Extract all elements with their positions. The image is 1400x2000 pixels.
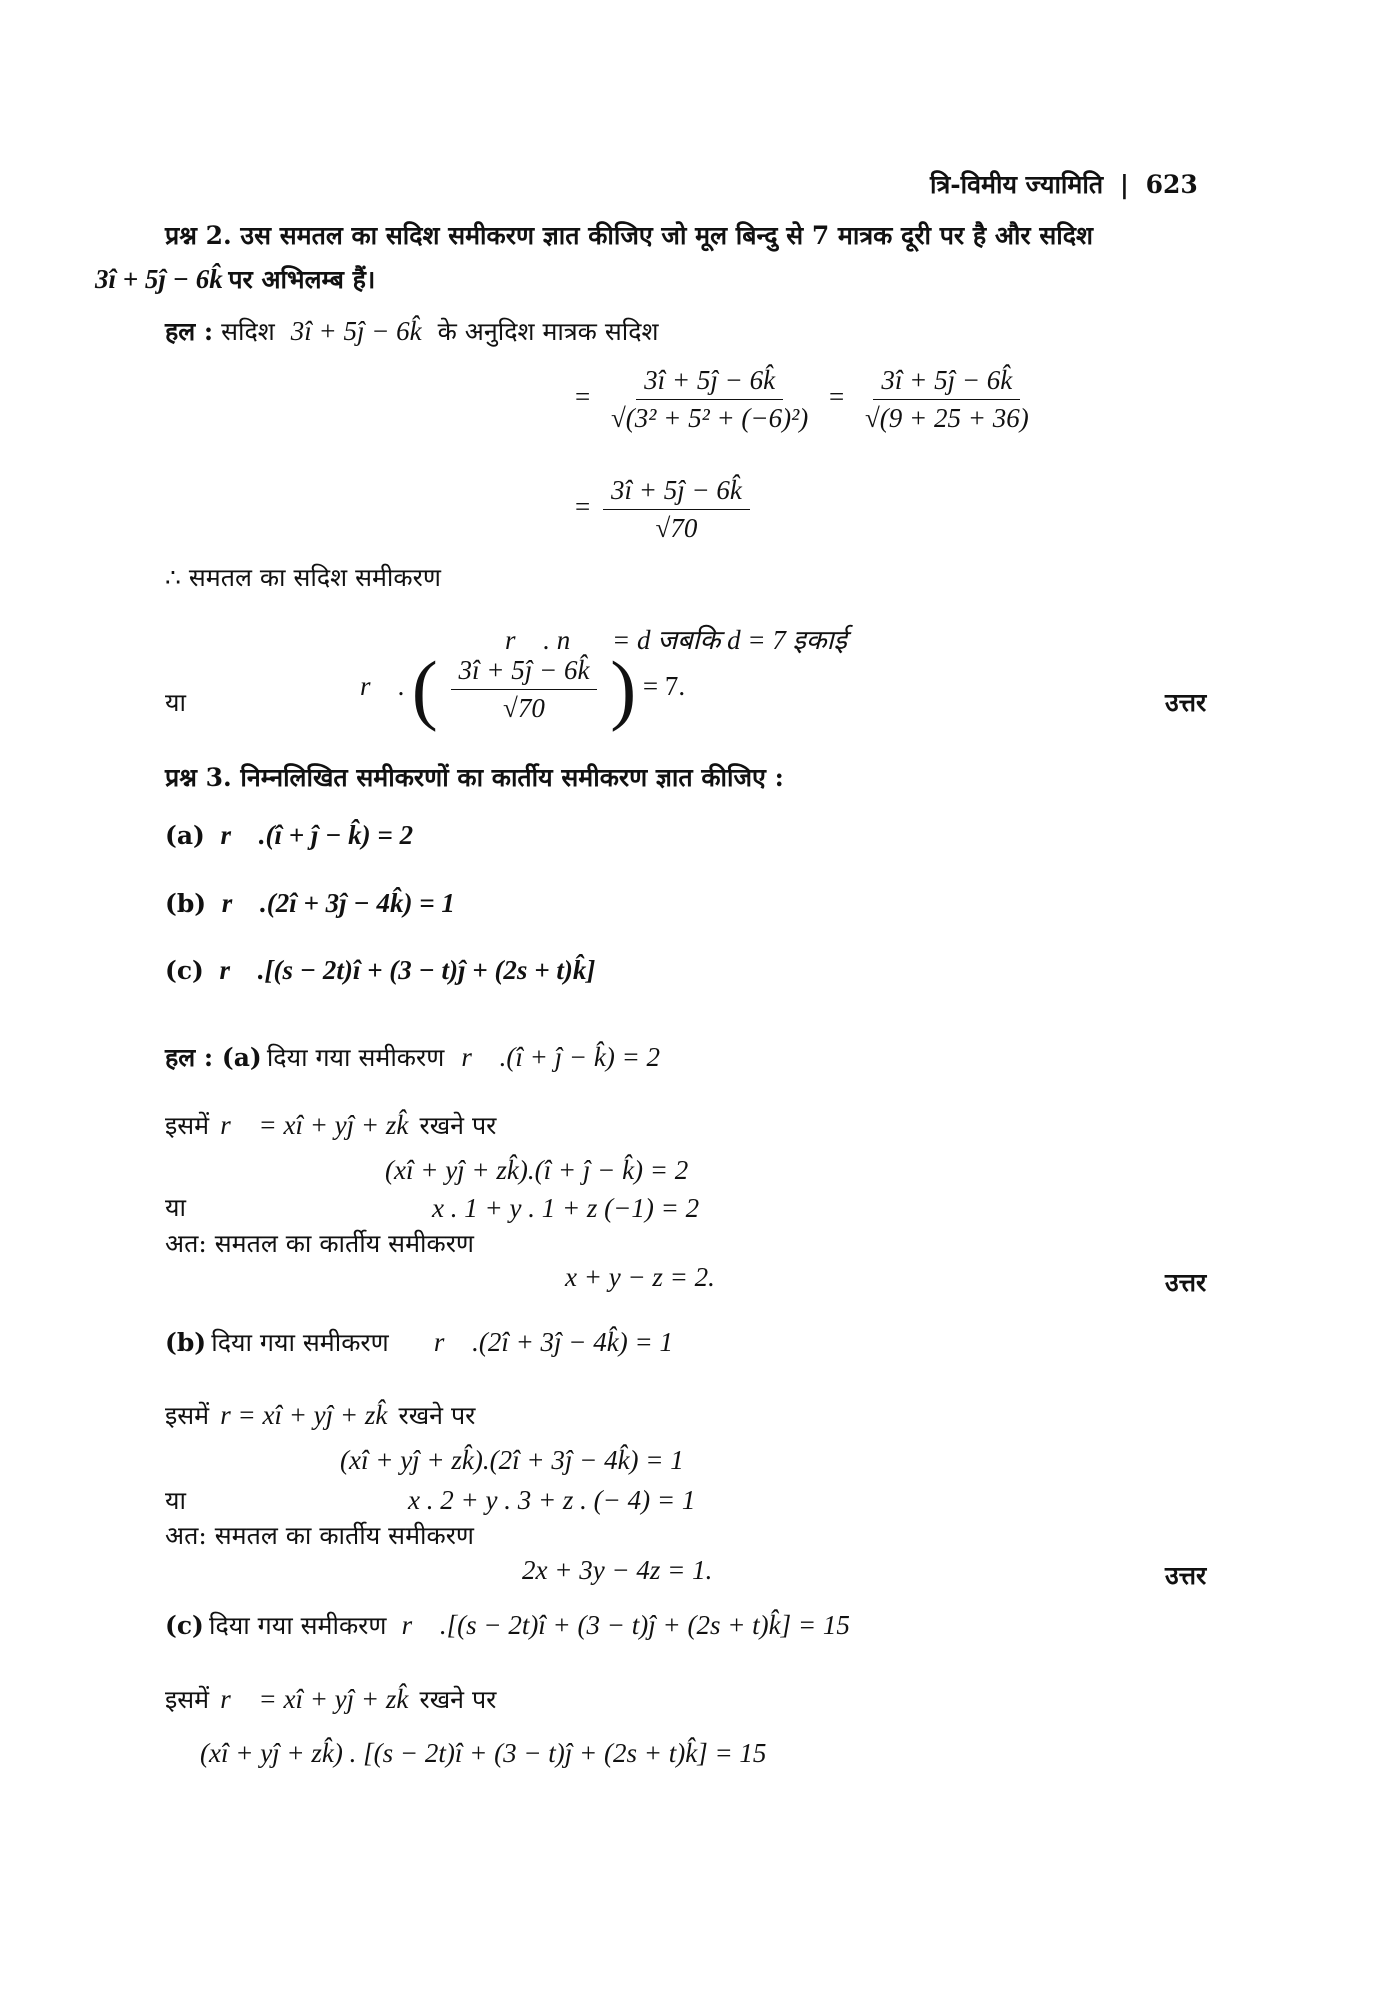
therefore-line: ∴ समतल का सदिश समीकरण	[165, 563, 441, 592]
sol-a-cartesian-text: अत: समतल का कार्तीय समीकरण	[165, 1229, 475, 1258]
sol-b-substitute: इसमें r = xî + yĵ + zk̂ रखने पर	[165, 1400, 476, 1430]
fraction-4: $\frac{3î + 5ĵ - 6k̂}{√70}$	[451, 655, 598, 724]
q3-part-b: (b) r⃗ .(2î + 3ĵ − 4k̂) = 1	[165, 888, 455, 918]
answer-label-a: उत्तर	[1165, 1268, 1207, 1297]
page-number: 623	[1145, 170, 1198, 199]
solution-text2: के अनुदिश मात्रक सदिश	[437, 317, 659, 346]
question-2-line2	[95, 262, 375, 296]
sol-a-step2: x . 1 + y . 1 + z (−1) = 2	[432, 1193, 700, 1223]
question-2-text: उस समतल का सदिश समीकरण ज्ञात कीजिए जो मूल बिन्दु से 7 मात्रक दूरी पर है और सदिश	[240, 221, 1093, 250]
question-3-label: प्रश्न 3.	[165, 763, 232, 792]
vector-equation: r⃗ . n⃗ = d जबकि d = 7 इकाई	[505, 625, 847, 655]
q3-part-c: (c) r⃗ .[(s − 2t)î + (3 − t)ĵ + (2s + t)k̂]	[165, 955, 596, 985]
sol-b-step1: (xî + yĵ + zk̂).(2î + 3ĵ − 4k̂) = 1	[340, 1445, 684, 1475]
q2-solution-intro	[165, 314, 658, 348]
solution-vector: 3î + 5ĵ − 6k̂	[290, 316, 422, 346]
question-2-vector: 3î + 5ĵ − 6k̂	[95, 264, 223, 294]
final-vector-equation: r⃗ . ( $\frac{3î + 5ĵ - 6k̂}{√70}$ ) = 7.	[360, 645, 686, 732]
sol-c-step1: (xî + yĵ + zk̂) . [(s − 2t)î + (3 − t)ĵ + (2s + t)k̂] = 15	[200, 1738, 767, 1768]
sol-a-substitute: इसमें r⃗ = xî + yĵ + zk̂ रखने पर	[165, 1110, 497, 1140]
sol-b-step2: x . 2 + y . 3 + z . (− 4) = 1	[408, 1485, 696, 1515]
sol-b-result: 2x + 3y − 4z = 1.	[522, 1555, 713, 1585]
q3-part-a: (a) r⃗ .(î + ĵ − k̂) = 2	[165, 820, 414, 850]
sol-b-intro: (b) दिया गया समीकरण r⃗ .(2î + 3ĵ − 4k̂) = 1	[165, 1327, 673, 1357]
sol-a-result: x + y − z = 2.	[565, 1262, 715, 1292]
unit-vector-step2: = $\frac{3î + 5ĵ - 6k̂}{√70}$	[575, 475, 756, 544]
ya-label-q2: या	[165, 688, 186, 717]
solution-text: सदिश	[221, 317, 275, 346]
sol-b-ya: या	[165, 1486, 186, 1515]
answer-label-q2: उत्तर	[1165, 688, 1207, 717]
question-3-line	[165, 760, 784, 794]
question-2-line1	[165, 218, 1093, 252]
sol-c-intro: (c) दिया गया समीकरण r⃗ .[(s − 2t)î + (3 − t)ĵ + (2s + t)k̂] = 15	[165, 1610, 850, 1640]
chapter-title: त्रि-विमीय ज्यामिति	[930, 170, 1104, 199]
question-2-label: प्रश्न 2.	[165, 221, 232, 250]
sol-a-intro: हल : (a) दिया गया समीकरण r⃗ .(î + ĵ − k̂) = 2	[165, 1042, 661, 1072]
fraction-3: $\frac{3î + 5ĵ - 6k̂}{√70}$	[603, 475, 750, 544]
unit-vector-step1: = $\frac{3î + 5ĵ - 6k̂}{\text{√(3² + 5² + (−6)²)}}$ = $\frac{3î + 5ĵ - 6k̂}{√(9 + 25 + 36)}$	[575, 365, 1043, 434]
answer-label-b: उत्तर	[1165, 1561, 1207, 1590]
header-separator: |	[1119, 170, 1129, 199]
fraction-1: $\frac{3î + 5ĵ - 6k̂}{\text{√(3² + 5² + (−6)²)}}$	[610, 365, 809, 433]
solution-label: हल :	[165, 317, 214, 346]
sol-b-cartesian-text: अत: समतल का कार्तीय समीकरण	[165, 1521, 475, 1550]
sol-c-substitute: इसमें r⃗ = xî + yĵ + zk̂ रखने पर	[165, 1684, 497, 1714]
question-3-text: निम्नलिखित समीकरणों का कार्तीय समीकरण ज्ञात कीजिए :	[240, 763, 784, 792]
sol-a-step1: (xî + yĵ + zk̂).(î + ĵ − k̂) = 2	[385, 1155, 689, 1185]
fraction-2: $\frac{3î + 5ĵ - 6k̂}{√(9 + 25 + 36)}$	[864, 365, 1029, 433]
running-header	[930, 167, 1198, 201]
sol-a-ya: या	[165, 1193, 186, 1222]
question-2-text2: पर अभिलम्ब हैं।	[228, 265, 376, 294]
